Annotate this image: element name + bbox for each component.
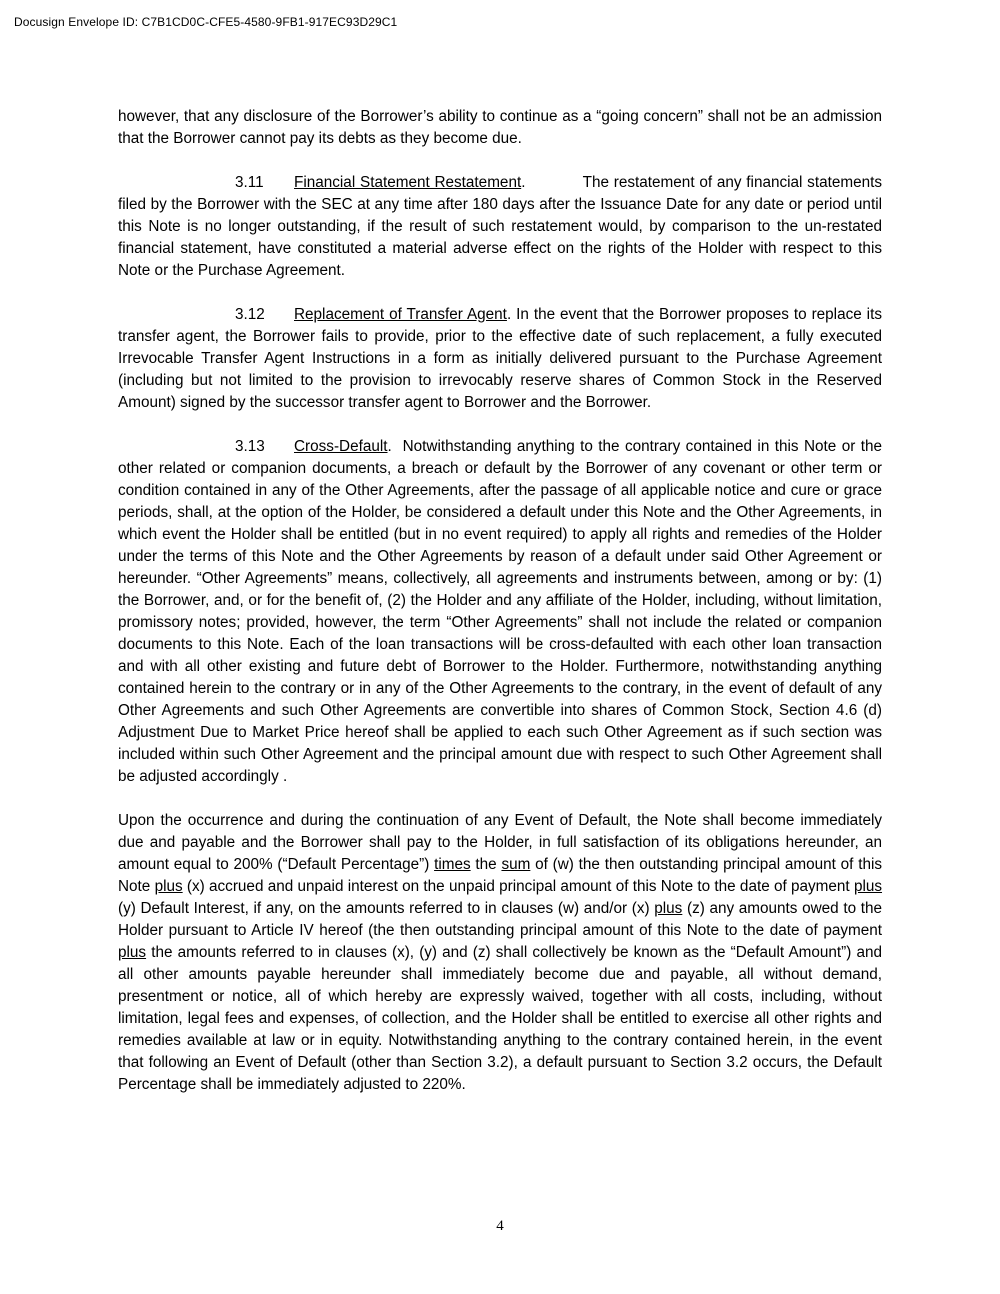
section-3-11: 3.11 Financial Statement Restatement. The restatement of any financial statements filed by the Borrower with the SEC at any time after 180 days after the Issuance Date for any date or period until this Note is no longer outstanding, if the result of such restatement would, by comparison to the un-restated financial statement, have constituted a material adverse effect on the rights of the Holder with respect to this Note or the Purchase Agreement. <box>118 174 883 279</box>
section-heading: Financial Statement Restatement <box>294 174 522 191</box>
underlined-term: plus <box>154 878 183 895</box>
section-3-13: 3.13 Cross-Default. Notwithstanding anything to the contrary contained in this Note or the other related or companion documents, a breach or default by the Borrower of any covenant or other term or condition contained in any of the Other Agreements, after the passage of all applicable notice and cure or grace periods, shall, at the option of the Holder, be considered a default under this Note and the Other Agreements, in which event the Holder shall be entitled (but in no event required) to apply all rights and remedies of the Holder under the terms of this Note and the Other Agreements by reason of a default under said Other Agreement or hereunder. “Other Agreements” means, collectively, all agreements and instruments between, among or by: (1) the Borrower, and, or for the benefit of, (2) the Holder and any affiliate of the Holder, including, without limitation, promissory notes; provided, however, the term “Other Agreements” shall not include the related or companion documents to this Note. Each of the loan transactions will be cross-defaulted with each other loan transaction and with all other existing and future debt of Borrower to the Holder. Furthermore, notwithstanding anything contained herein to the contrary or in any of the Other Agreements to the contrary, in the event of default of any Other Agreements and such Other Agreements are convertible into shares of Common Stock, Section 4.6 (d) Adjustment Due to Market Price hereof shall be applied to each such Other Agreement as if such section was included within such Other Agreement and the principal amount due with respect to such Other Agreement shall be adjusted accordingly . <box>118 438 882 785</box>
section-number: 3.13 <box>235 438 265 455</box>
underlined-term: times <box>434 856 471 873</box>
section-heading: Replacement of Transfer Agent <box>294 306 507 323</box>
envelope-id: Docusign Envelope ID: C7B1CD0C-CFE5-4580-9FB1-917EC93D29C1 <box>14 15 398 29</box>
underlined-term: plus <box>118 944 147 961</box>
section-body: In the event that the Borrower proposes to replace its transfer agent, the Borrower fails to provide, prior to the effective date of such replacement, a fully executed Irrevocable Transfer Agent Instructions in a form as initially delivered pursuant to the Purchase Agreement (including but not limited to the provision to irrevocably reserve shares of Common Stock in the Reserved Amount) signed by the successor transfer agent to Borrower and the Borrower. <box>118 306 882 411</box>
paragraph-continuation: however, that any disclosure of the Borrower’s ability to continue as a “going concern” shall not be an admission that the Borrower cannot pay its debts as they become due. <box>118 108 882 147</box>
section-number: 3.11 <box>235 174 264 191</box>
section-body: Notwithstanding anything to the contrary contained in this Note or the other related or companion documents, a breach or default by the Borrower of any covenant or other term or condition contained in any of the Other Agreements, after the passage of all applicable notice and cure or grace periods, shall, at the option of the Holder, be considered a default under this Note and the Other Agreements, in which event the Holder shall be entitled (but in no event required) to apply all rights and remedies of the Holder under the terms of this Note and the Other Agreements by reason of a default under said Other Agreement or hereunder. “Other Agreements” means, collectively, all agreements and instruments between, among or by: (1) the Borrower, and, or for the benefit of, (2) the Holder and any affiliate of the Holder, including, without limitation, promissory notes; provided, however, the term “Other Agreements” shall not include the related or companion documents to this Note. Each of the loan transactions will be cross-defaulted with each other loan transaction and with all other existing and future debt of Borrower to the Holder. Furthermore, notwithstanding anything contained herein to the contrary or in any of the Other Agreements to the contrary, in the event of default of any Other Agreements and such Other Agreements are convertible into shares of Common Stock, Section 4.6 (d) Adjustment Due to Market Price hereof shall be applied to each such Other Agreement as if such section was included within such Other Agreement and the principal amount due with respect to such Other Agreement shall be adjusted accordingly . <box>118 438 882 785</box>
page-number: 4 <box>496 1218 504 1234</box>
underlined-term: plus <box>853 878 883 895</box>
underlined-term: plus <box>654 900 683 917</box>
section-number: 3.12 <box>235 306 265 323</box>
section-body: The restatement of any financial statements filed by the Borrower with the SEC at any time after 180 days after the Issuance Date for any date or period until this Note is no longer outstanding, if the result of such restatement would, by comparison to the un-restated financial statement, have constituted a material adverse effect on the rights of the Holder with respect to this Note or the Purchase Agreement. <box>118 174 883 279</box>
section-heading: Cross-Default <box>294 438 388 455</box>
document-body <box>118 106 882 1118</box>
default-paragraph: Upon the occurrence and during the continuation of any Event of Default, the Note shall become immediately due and payable and the Borrower shall pay to the Holder, in full satisfaction of its obligations hereunder, an amount equal to 200% (“Default Percentage”) times the sum of (w) the then outstanding principal amount of this Note plus (x) accrued and unpaid interest on the unpaid principal amount of this Note to the date of payment plus (y) Default Interest, if any, on the amounts referred to in clauses (w) and/or (x) plus (z) any amounts owed to the Holder pursuant to Article IV hereof (the then outstanding principal amount of this Note to the date of payment plus the amounts referred to in clauses (x), (y) and (z) shall collectively be known as the “Default Amount”) and all other amounts payable hereunder shall immediately become due and payable, all without demand, presentment or notice, all of which hereby are expressly waived, together with all costs, including, without limitation, legal fees and expenses, of collection, and the Holder shall be entitled to exercise all other rights and remedies available at law or in equity. Notwithstanding anything to the contrary contained herein, in the event that following an Event of Default (other than Section 3.2), a default pursuant to Section 3.2 occurs, the Default Percentage shall be immediately adjusted to 220%. <box>118 812 883 1093</box>
section-3-12: 3.12 Replacement of Transfer Agent. In the event that the Borrower proposes to replace its transfer agent, the Borrower fails to provide, prior to the effective date of such replacement, a fully executed Irrevocable Transfer Agent Instructions in a form as initially delivered pursuant to the Purchase Agreement (including but not limited to the provision to irrevocably reserve shares of Common Stock in the Reserved Amount) signed by the successor transfer agent to Borrower and the Borrower. <box>118 306 882 411</box>
underlined-term: sum <box>501 856 531 873</box>
